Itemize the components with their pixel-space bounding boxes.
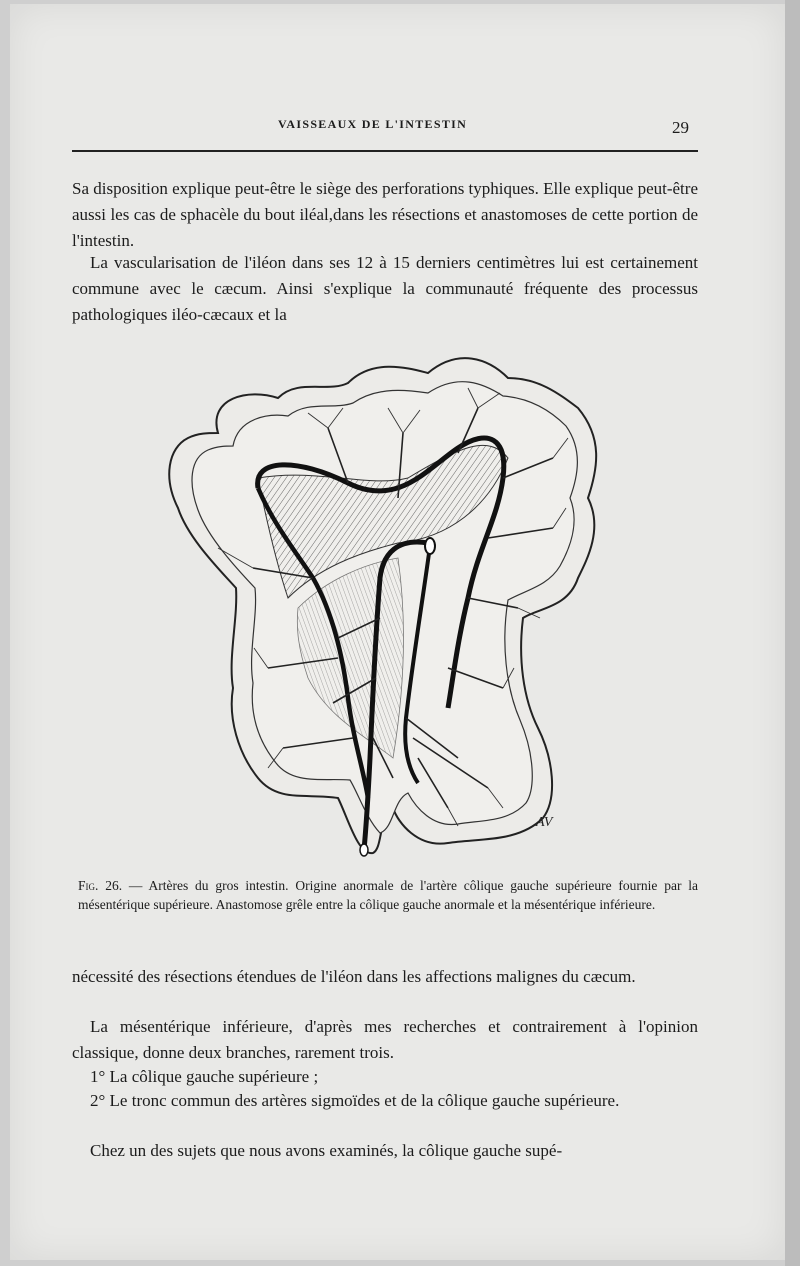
- paragraph-perforations: Sa disposition explique peut-être le siège des perforations typhiques. Elle explique peut-être aussi les cas de sphacèle du bout iléal,dans les résections et anastomoses de cette portion de l'intestin.: [72, 179, 698, 250]
- paragraph-sujets: Chez un des sujets que nous avons examinés, la côlique gauche supé-: [90, 1141, 563, 1160]
- artist-signature: AV: [536, 815, 553, 830]
- running-head: VAISSEAUX DE L'INTESTIN: [278, 117, 468, 131]
- figure-colon-arteries: [158, 338, 608, 860]
- paragraph-mesenterique: La mésentérique inférieure, d'après mes recherches et contrairement à l'opinion classique, donne deux branches, rarement trois.: [72, 1017, 698, 1062]
- vessel-cut-bottom: [360, 844, 368, 856]
- list-item-2: 2° Le tronc commun des artères sigmoïdes et de la côlique gauche supérieure.: [90, 1091, 620, 1110]
- vessel-cut-top: [425, 538, 435, 554]
- header-rule: [72, 150, 698, 152]
- caption-label: Fig. 26.: [78, 878, 123, 893]
- page-number: 29: [672, 118, 689, 137]
- caption-text: — Artères du gros intestin. Origine anormale de l'artère côlique gauche supérieure fournie par la mésentérique supérieure. Anastomose grêle entre la côlique gauche anormale et la mésentérique inférieure.: [78, 878, 698, 912]
- list-item-1: 1° La côlique gauche supérieure ;: [90, 1067, 319, 1086]
- paragraph-necessite: nécessité des résections étendues de l'iléon dans les affections malignes du cæcum.: [72, 967, 636, 986]
- paragraph-vascularisation: La vascularisation de l'iléon dans ses 12 à 15 derniers centimètres lui est certainement commune avec le cæcum. Ainsi s'explique la communauté fréquente des processus pathologiques iléo-cæcaux et la: [72, 253, 698, 324]
- figure-caption: [78, 876, 698, 914]
- page-edge-shadow: [785, 0, 800, 1266]
